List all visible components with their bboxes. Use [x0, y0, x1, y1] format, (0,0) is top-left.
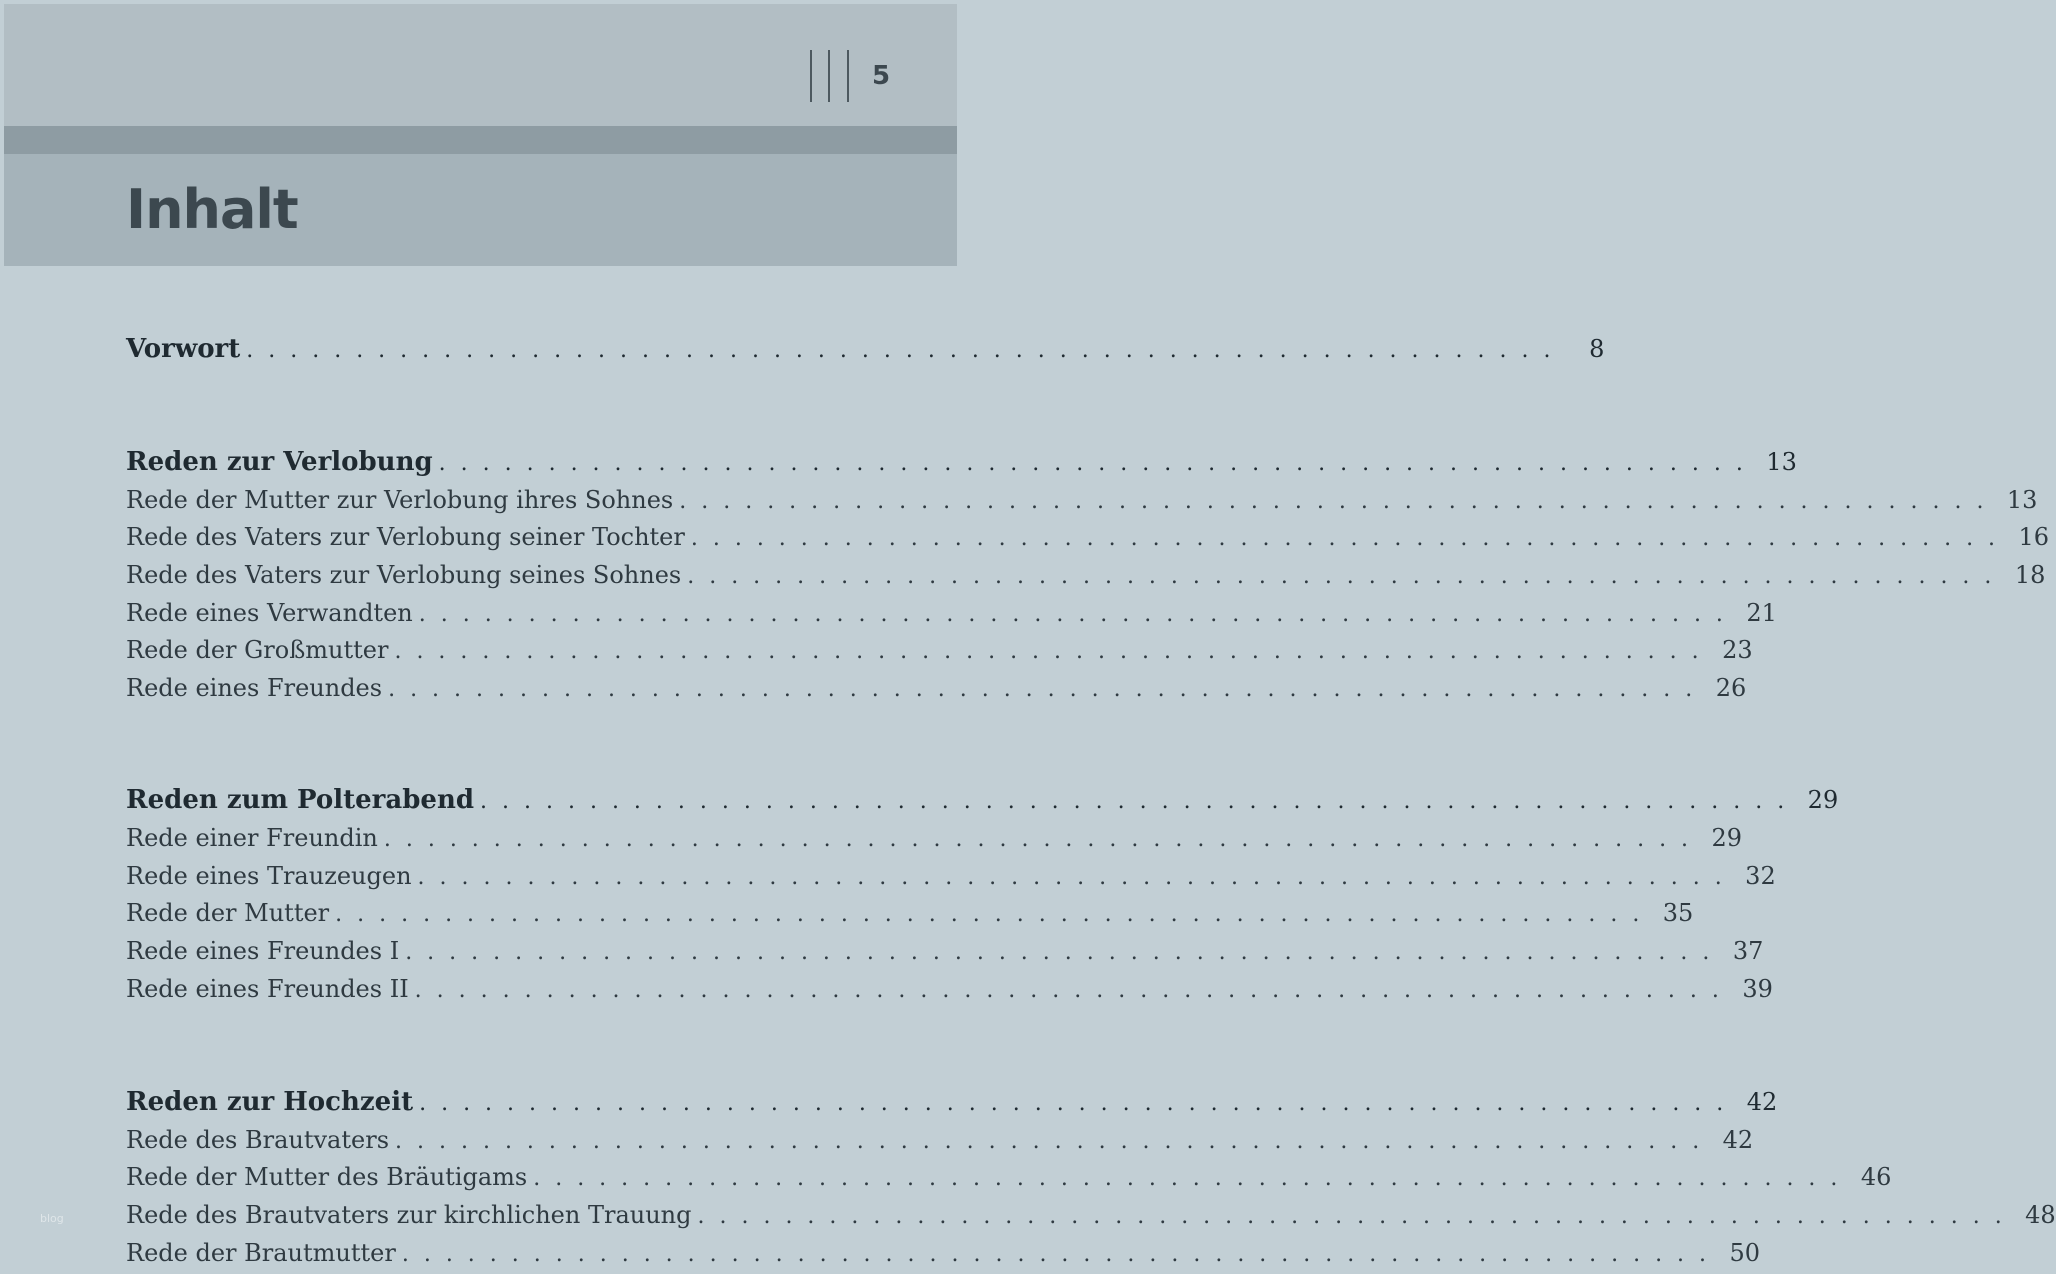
toc-entry: [126, 894, 1694, 932]
toc-entry-label: Rede eines Trauzeugen: [126, 862, 412, 890]
header-rule-2: [828, 50, 830, 102]
toc-leader-dots: . . . . . . . . . . . . . . . . . . . . . . . . . . . . . . . . . . . . . . . . . . . . . . . . . . . . . . . . . . . .: [246, 338, 1555, 363]
toc-entry-page: 37: [1732, 937, 1764, 965]
toc-entry-page: 13: [1766, 448, 1797, 476]
toc-entry-label: Rede der Mutter zur Verlobung ihres Sohnes: [126, 486, 674, 514]
toc-entry-label: Rede eines Freundes I: [126, 937, 400, 965]
toc-entry-page: 39: [1742, 975, 1773, 1003]
toc-entry-page: 50: [1729, 1239, 1761, 1267]
toc-entry-label: Rede des Vaters zur Verlobung seines Sohnes: [126, 561, 682, 589]
toc-leader-dots: . . . . . . . . . . . . . . . . . . . . . . . . . . . . . . . . . . . . . . . . . . . . . . . . . . . . . . . . . . . .: [687, 564, 1996, 589]
toc-entry-page: 48: [2025, 1201, 2056, 1229]
toc-entry-page: 23: [1722, 636, 1753, 664]
toc-entry: [126, 932, 1764, 970]
toc-leader-dots: . . . . . . . . . . . . . . . . . . . . . . . . . . . . . . . . . . . . . . . . . . . . . . . . . . . . . . . . . . . .: [405, 940, 1714, 965]
toc-entry-page: 16: [2018, 523, 2050, 551]
toc-leader-dots: . . . . . . . . . . . . . . . . . . . . . . . . . . . . . . . . . . . . . . . . . . . . . . . . . . . . . . . . . . . .: [697, 1204, 2006, 1229]
toc-leader-dots: . . . . . . . . . . . . . . . . . . . . . . . . . . . . . . . . . . . . . . . . . . . . . . . . . . . . . . . . . . . .: [395, 1129, 1704, 1154]
toc-entry-label: Rede eines Verwandten: [126, 599, 413, 627]
toc-entry: [126, 481, 2038, 519]
toc-entry: [126, 669, 1747, 707]
toc-entry: [126, 857, 1776, 895]
toc-leader-dots: . . . . . . . . . . . . . . . . . . . . . . . . . . . . . . . . . . . . . . . . . . . . . . . . . . . . . . . . . . . .: [533, 1166, 1842, 1191]
side-watermark: blog: [40, 1212, 64, 1225]
toc-entry-label: Reden zur Hochzeit: [126, 1087, 414, 1117]
toc-section-heading: [126, 443, 1797, 481]
toc-section-heading: [126, 781, 1839, 819]
toc-entry: [126, 1196, 2056, 1234]
header-stripe: [4, 126, 957, 154]
toc-entry-label: Rede der Mutter: [126, 899, 330, 927]
toc-leader-dots: . . . . . . . . . . . . . . . . . . . . . . . . . . . . . . . . . . . . . . . . . . . . . . . . . . . . . . . . . . . .: [419, 1091, 1728, 1116]
toc-entry-page: 32: [1745, 862, 1776, 890]
toc-entry-page: 29: [1807, 786, 1839, 814]
toc-entry: [126, 594, 1777, 632]
toc-entry-page: 18: [2014, 561, 2046, 589]
toc-leader-dots: . . . . . . . . . . . . . . . . . . . . . . . . . . . . . . . . . . . . . . . . . . . . . . . . . . . . . . . . . . . .: [383, 827, 1693, 852]
header-band: [4, 4, 957, 126]
toc-entry: [126, 1158, 1892, 1196]
toc-entry: [126, 1234, 1761, 1272]
toc-entry-page: 29: [1711, 824, 1743, 852]
toc-entry: [126, 556, 2046, 594]
toc-entry: [126, 970, 1773, 1008]
toc-entry-page: 42: [1746, 1088, 1778, 1116]
toc-entry-label: Rede eines Freundes: [126, 674, 383, 702]
header-rule-3: [847, 50, 849, 102]
toc-entry-page: 13: [2006, 486, 2038, 514]
toc-entry-label: Rede des Brautvaters: [126, 1126, 390, 1154]
toc-section-heading: [126, 1083, 1778, 1121]
toc-leader-dots: . . . . . . . . . . . . . . . . . . . . . . . . . . . . . . . . . . . . . . . . . . . . . . . . . . . . . . . . . . . .: [388, 677, 1697, 702]
toc-entry: [126, 1121, 1754, 1159]
toc-entry: [126, 518, 2050, 556]
toc-leader-dots: . . . . . . . . . . . . . . . . . . . . . . . . . . . . . . . . . . . . . . . . . . . . . . . . . . . . . . . . . . . .: [679, 489, 1988, 514]
toc-entry-page: 21: [1746, 599, 1777, 627]
toc-entry-page: 46: [1860, 1163, 1892, 1191]
toc-leader-dots: . . . . . . . . . . . . . . . . . . . . . . . . . . . . . . . . . . . . . . . . . . . . . . . . . . . . . . . . . . . .: [418, 602, 1727, 627]
toc-entry-page: 26: [1715, 674, 1747, 702]
header-rule-1: [810, 50, 812, 102]
toc-leader-dots: . . . . . . . . . . . . . . . . . . . . . . . . . . . . . . . . . . . . . . . . . . . . . . . . . . . . . . . . . . . .: [438, 451, 1747, 476]
toc-entry-label: Rede der Mutter des Bräutigams: [126, 1163, 528, 1191]
toc-entry-label: Rede der Großmutter: [126, 636, 389, 664]
toc-entry-label: Rede des Vaters zur Verlobung seiner Tochter: [126, 523, 685, 551]
toc-entry-label: Rede eines Freundes II: [126, 975, 409, 1003]
toc-entry-label: Reden zur Verlobung: [126, 447, 433, 477]
toc-entry: [126, 631, 1753, 669]
toc-entry-page: 35: [1662, 899, 1694, 927]
page-number: 5: [872, 61, 891, 91]
toc-leader-dots: . . . . . . . . . . . . . . . . . . . . . . . . . . . . . . . . . . . . . . . . . . . . . . . . . . . . . . . . . . . .: [414, 978, 1723, 1003]
toc-entry-label: Vorwort: [126, 334, 241, 364]
toc-leader-dots: . . . . . . . . . . . . . . . . . . . . . . . . . . . . . . . . . . . . . . . . . . . . . . . . . . . . . . . . . . . .: [690, 526, 2000, 551]
toc-leader-dots: . . . . . . . . . . . . . . . . . . . . . . . . . . . . . . . . . . . . . . . . . . . . . . . . . . . . . . . . . . . .: [480, 789, 1789, 814]
toc-leader-dots: . . . . . . . . . . . . . . . . . . . . . . . . . . . . . . . . . . . . . . . . . . . . . . . . . . . . . . . . . . . .: [394, 639, 1703, 664]
toc-entry-page: 8: [1589, 335, 1605, 363]
toc-entry-label: Rede der Brautmutter: [126, 1239, 396, 1267]
toc-entry-label: Rede des Brautvaters zur kirchlichen Trauung: [126, 1201, 692, 1229]
toc-entry-page: 42: [1722, 1126, 1754, 1154]
toc-entry-label: Rede einer Freundin: [126, 824, 378, 852]
toc-leader-dots: . . . . . . . . . . . . . . . . . . . . . . . . . . . . . . . . . . . . . . . . . . . . . . . . . . . . . . . . . . . .: [335, 902, 1644, 927]
toc-leader-dots: . . . . . . . . . . . . . . . . . . . . . . . . . . . . . . . . . . . . . . . . . . . . . . . . . . . . . . . . . . . .: [401, 1242, 1711, 1267]
toc-section-heading: [126, 330, 1605, 368]
toc-entry-label: Reden zum Polterabend: [126, 785, 475, 815]
toc-leader-dots: . . . . . . . . . . . . . . . . . . . . . . . . . . . . . . . . . . . . . . . . . . . . . . . . . . . . . . . . . . . .: [417, 865, 1726, 890]
page-title: Inhalt: [126, 178, 298, 241]
toc-entry: [126, 819, 1743, 857]
